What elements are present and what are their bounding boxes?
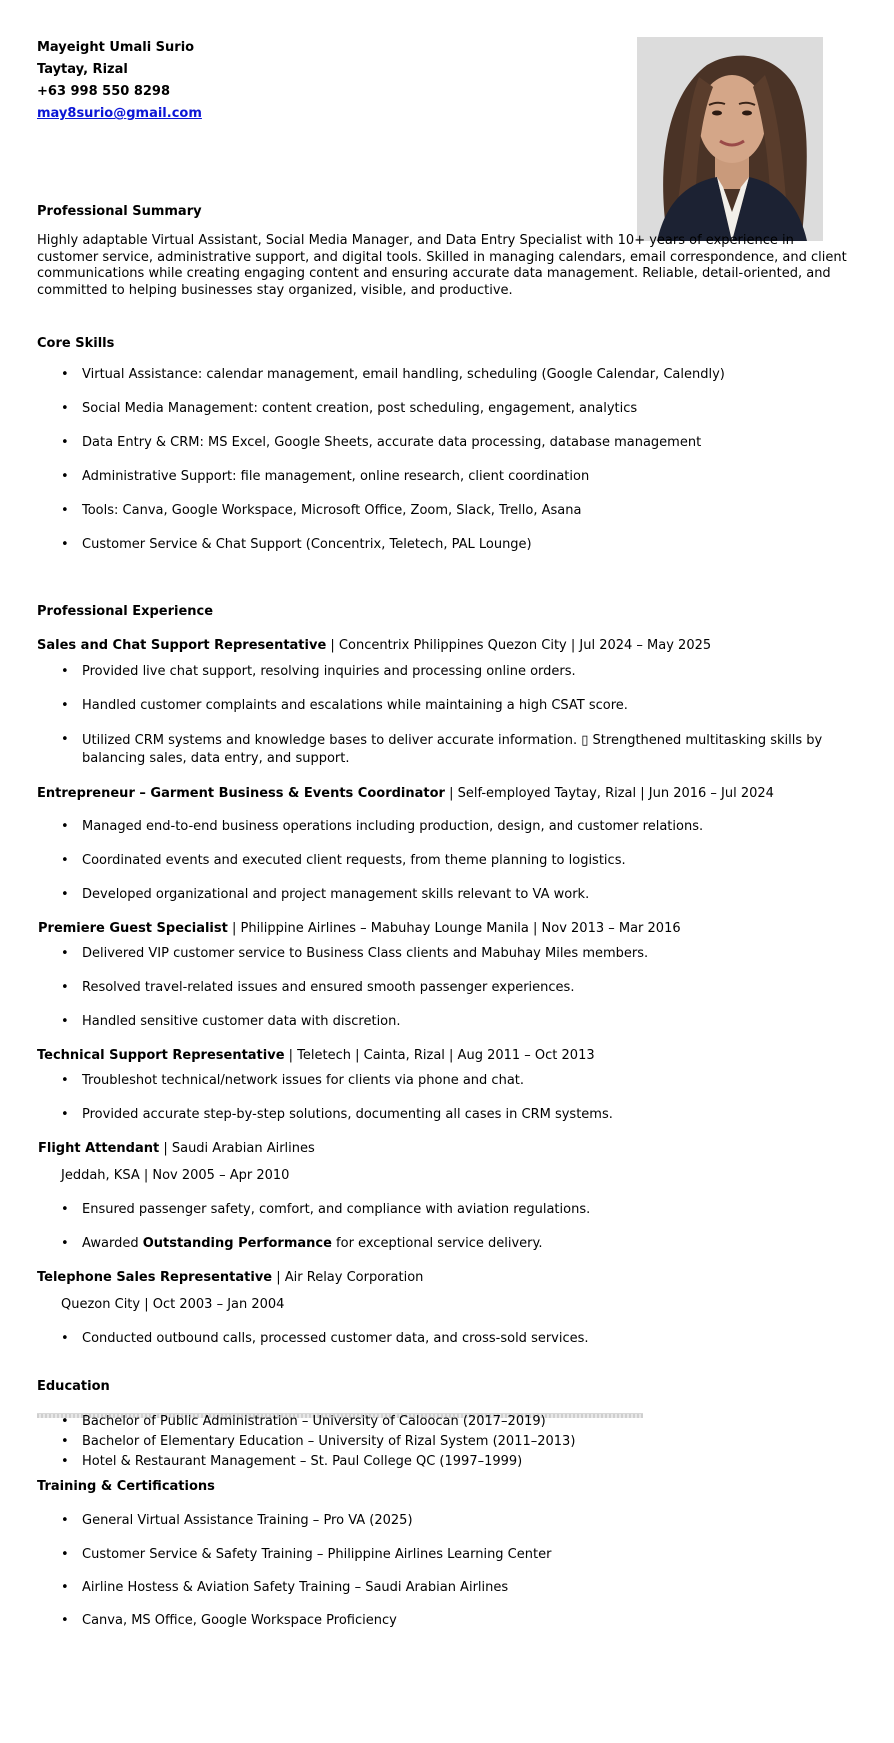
- bullet-glyph: •: [61, 980, 69, 995]
- bullet-glyph: •: [61, 1414, 69, 1429]
- job-title: Technical Support Representative: [37, 1048, 285, 1063]
- training-heading: Training & Certifications: [37, 1479, 215, 1494]
- profile-photo: [637, 37, 823, 241]
- job-bullet: Coordinated events and executed client requests, from theme planning to logistics.: [82, 853, 626, 868]
- job-title: Sales and Chat Support Representative: [37, 638, 327, 653]
- job-header: [37, 1270, 423, 1285]
- job-title: Flight Attendant: [38, 1141, 160, 1156]
- contact-email-link[interactable]: may8surio@gmail.com: [37, 106, 202, 121]
- bullet-glyph: •: [61, 537, 69, 552]
- education-item: Bachelor of Elementary Education – University of Rizal System (2011–2013): [82, 1434, 576, 1449]
- job-bullet-award: [82, 1236, 543, 1251]
- bullet-glyph: •: [61, 698, 69, 713]
- job-bullet: Developed organizational and project management skills relevant to VA work.: [82, 887, 590, 902]
- contact-location: Taytay, Rizal: [37, 62, 128, 77]
- contact-name: Mayeight Umali Surio: [37, 40, 195, 55]
- bullet-glyph: •: [61, 1613, 69, 1628]
- job-bullet: Troubleshot technical/network issues for clients via phone and chat.: [82, 1073, 525, 1088]
- job-subline: Jeddah, KSA | Nov 2005 – Apr 2010: [61, 1168, 290, 1183]
- job-bullet: Ensured passenger safety, comfort, and compliance with aviation regulations.: [82, 1202, 591, 1217]
- job-header: [38, 1141, 315, 1156]
- bullet-glyph: •: [61, 1434, 69, 1449]
- bullet-glyph: •: [61, 1107, 69, 1122]
- job-title: Premiere Guest Specialist: [38, 921, 228, 936]
- bullet-glyph: •: [61, 887, 69, 902]
- bullet-glyph: •: [61, 853, 69, 868]
- bullet-glyph: •: [61, 732, 69, 747]
- education-item: Bachelor of Public Administration – University of Caloocan (2017–2019): [82, 1414, 546, 1429]
- job-bullet: Managed end-to-end business operations including production, design, and customer relations.: [82, 819, 704, 834]
- job-details: | Teletech | Cainta, Rizal | Aug 2011 – Oct 2013: [284, 1048, 595, 1063]
- bullet-glyph: •: [61, 469, 69, 484]
- bullet-glyph: •: [61, 435, 69, 450]
- bullet-glyph: •: [61, 1331, 69, 1346]
- training-item: Customer Service & Safety Training – Philippine Airlines Learning Center: [82, 1547, 552, 1562]
- job-title: Entrepreneur – Garment Business & Events Coordinator: [37, 786, 445, 801]
- education-item: Hotel & Restaurant Management – St. Paul College QC (1997–1999): [82, 1454, 523, 1469]
- award-text-bold: Outstanding Performance: [142, 1236, 332, 1251]
- bullet-glyph: •: [61, 1073, 69, 1088]
- bullet-glyph: •: [61, 1014, 69, 1029]
- job-header: [37, 1048, 595, 1063]
- job-details: | Saudi Arabian Airlines: [159, 1141, 315, 1156]
- bullet-glyph: •: [61, 1236, 69, 1251]
- training-item: Canva, MS Office, Google Workspace Proficiency: [82, 1613, 397, 1628]
- award-text-post: for exceptional service delivery.: [331, 1236, 543, 1251]
- summary-text: Highly adaptable Virtual Assistant, Social Media Manager, and Data Entry Specialist with 10+ years of experience in customer service, administrative support, and digital tools. Skilled in managing calendars, email correspondence, and client communications while creating engaging content and ensuring accurate data management. Reliable, detail-oriented, and committed to helping businesses stay organized, visible, and productive.: [37, 233, 847, 298]
- skill-item: Tools: Canva, Google Workspace, Microsoft Office, Zoom, Slack, Trello, Asana: [82, 503, 582, 518]
- job-header: [37, 786, 774, 801]
- job-subline: Quezon City | Oct 2003 – Jan 2004: [61, 1297, 285, 1312]
- job-header: [38, 921, 681, 936]
- experience-heading: Professional Experience: [37, 604, 214, 619]
- job-details: | Self-employed Taytay, Rizal | Jun 2016 – Jul 2024: [444, 786, 774, 801]
- bullet-glyph: •: [61, 664, 69, 679]
- job-bullet: Handled customer complaints and escalations while maintaining a high CSAT score.: [82, 698, 628, 713]
- skill-item: Data Entry & CRM: MS Excel, Google Sheets, accurate data processing, database management: [82, 435, 702, 450]
- bullet-glyph: •: [61, 1580, 69, 1595]
- summary-heading: Professional Summary: [37, 204, 202, 219]
- training-item: General Virtual Assistance Training – Pro VA (2025): [82, 1513, 413, 1528]
- education-heading: Education: [37, 1379, 110, 1394]
- skill-item: Administrative Support: file management, online research, client coordination: [82, 469, 590, 484]
- bullet-glyph: •: [61, 1513, 69, 1528]
- job-bullet: Handled sensitive customer data with discretion.: [82, 1014, 401, 1029]
- bullet-glyph: •: [61, 503, 69, 518]
- bullet-glyph: •: [61, 1202, 69, 1217]
- skill-item: Social Media Management: content creation, post scheduling, engagement, analytics: [82, 401, 638, 416]
- award-text-pre: Awarded: [82, 1236, 143, 1251]
- bullet-glyph: •: [61, 1454, 69, 1469]
- training-item: Airline Hostess & Aviation Safety Training – Saudi Arabian Airlines: [82, 1580, 509, 1595]
- bullet-glyph: •: [61, 1547, 69, 1562]
- job-bullet: Conducted outbound calls, processed customer data, and cross-sold services.: [82, 1331, 589, 1346]
- job-bullet: Provided accurate step-by-step solutions, documenting all cases in CRM systems.: [82, 1107, 613, 1122]
- contact-phone: +63 998 550 8298: [37, 84, 171, 99]
- job-details: | Concentrix Philippines Quezon City | Jul 2024 – May 2025: [326, 638, 712, 653]
- job-bullet: Provided live chat support, resolving inquiries and processing online orders.: [82, 664, 576, 679]
- job-bullet: Resolved travel-related issues and ensured smooth passenger experiences.: [82, 980, 575, 995]
- bullet-glyph: •: [61, 819, 69, 834]
- skills-heading: Core Skills: [37, 336, 115, 351]
- bullet-glyph: •: [61, 401, 69, 416]
- skill-item: Customer Service & Chat Support (Concentrix, Teletech, PAL Lounge): [82, 537, 532, 552]
- job-title: Telephone Sales Representative: [37, 1270, 273, 1285]
- job-bullet: Utilized CRM systems and knowledge bases to deliver accurate information. ▯ Strengthened multitasking skills by balancing sales, data entry, and support.: [82, 733, 823, 766]
- job-details: | Air Relay Corporation: [272, 1270, 424, 1285]
- job-bullet: Delivered VIP customer service to Business Class clients and Mabuhay Miles members.: [82, 946, 649, 961]
- bullet-glyph: •: [61, 367, 69, 382]
- bullet-glyph: •: [61, 946, 69, 961]
- job-header: [37, 638, 711, 653]
- skill-item: Virtual Assistance: calendar management, email handling, scheduling (Google Calendar, Calendly): [82, 367, 725, 382]
- job-details: | Philippine Airlines – Mabuhay Lounge Manila | Nov 2013 – Mar 2016: [227, 921, 681, 936]
